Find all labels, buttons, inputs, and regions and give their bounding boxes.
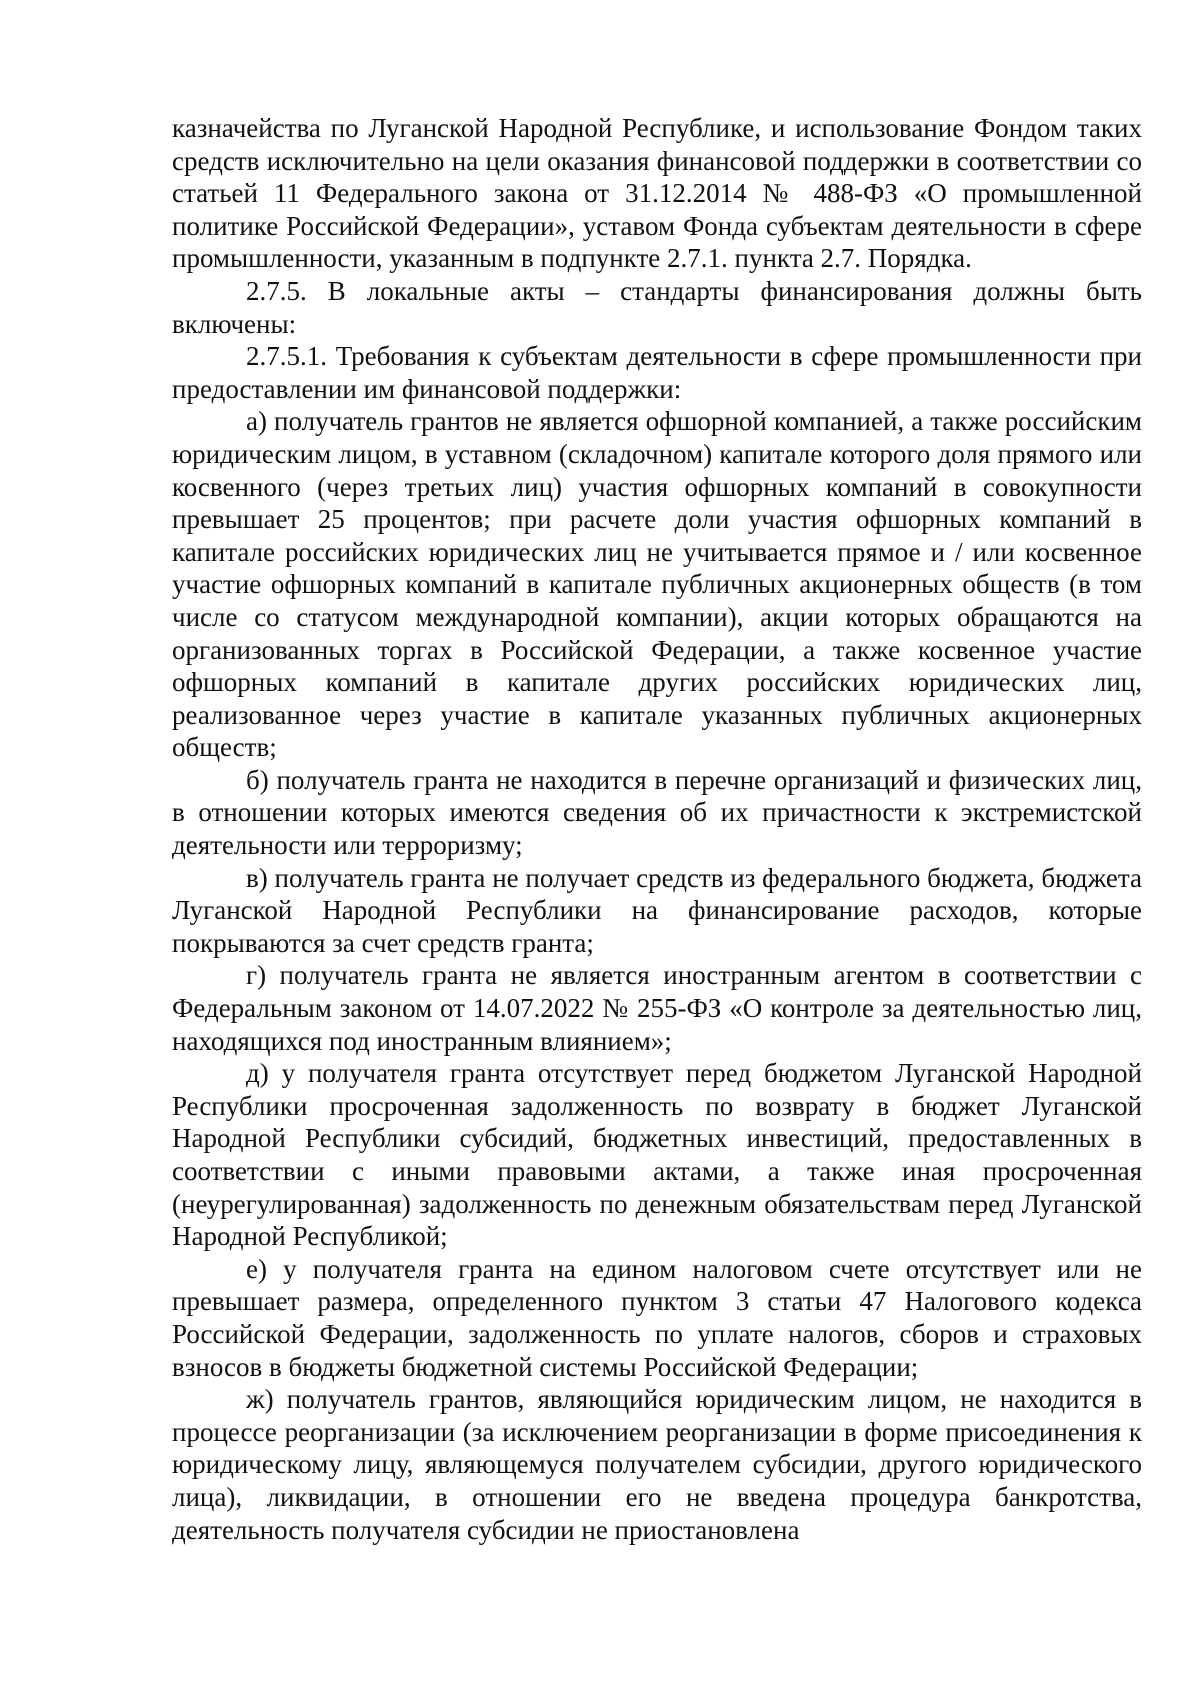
list-item-v: в) получатель гранта не получает средств из федерального бюджета, бюджета Луганской Народной Республики на финансирование расходов, которые покрываются за счет средств гранта; — [172, 862, 1142, 958]
list-item-b: б) получатель гранта не находится в перечне организаций и физических лиц, в отношении которых имеются сведения об их причастности к экстремистской деятельности или терроризму; — [172, 764, 1142, 861]
paragraph-2-7-5: 2.7.5. В локальные акты – стандарты финансирования должны быть включены: — [172, 275, 1142, 339]
list-item-a: а) получатель грантов не является офшорной компанией, а также российским юридическим лицом, в уставном (складочном) капитале которого доля прямого или косвенного (через третьих лиц) участия офшорных компаний в совокупности превышает 25 процентов; при расчете доли участия офшорных компаний в капитале российских юридических лиц не учитывается прямое и / или косвенное участие офшорных компаний в капитале публичных акционерных обществ (в том числе со статусом международной компании), акции которых обращаются на организованных торгах в Российской Федерации, а также косвенное участие офшорных компаний в капитале других российских юридических лиц, реализованное через участие в капитале указанных публичных акционерных обществ; — [172, 406, 1142, 763]
paragraph-2-7-5-1: 2.7.5.1. Требования к субъектам деятельности в сфере промышленности при предоставлении им финансовой поддержки: — [172, 341, 1142, 404]
paragraph-continuation: казначейства по Луганской Народной Республике, и использование Фондом таких средств исключительно на цели оказания финансовой поддержки в соответствии со статьей 11 Федерального закона от 31.12.2014 № 488-ФЗ «О промышленной политике Российской Федерации», уставом Фонда субъектам деятельности в сфере промышленности, указанным в подпункте 2.7.1. пункта 2.7. Порядка. — [172, 113, 1142, 274]
list-item-zh: ж) получатель грантов, являющийся юридическим лицом, не находится в процессе реорганизации (за исключением реорганизации в форме присоединения к юридическому лицу, являющемуся получателем субсидии, другого юридического лица), ликвидации, в отношении его не введена процедура банкротства, деятельность получателя субсидии не приостановлена — [172, 1384, 1142, 1545]
list-item-e: е) у получателя гранта на едином налоговом счете отсутствует или не превышает размера, определенного пунктом 3 статьи 47 Налогового кодекса Российской Федерации, задолженность по уплате налогов, сборов и страховых взносов в бюджеты бюджетной системы Российской Федерации; — [172, 1253, 1142, 1382]
list-item-d: д) у получателя гранта отсутствует перед бюджетом Луганской Народной Республики просроченная задолженность по возврату в бюджет Луганской Народной Республики субсидий, бюджетных инвестиций, предоставленных в соответствии с иными правовыми актами, а также иная просроченная (неурегулированная) задолженность по денежным обязательствам перед Луганской Народной Республикой; — [172, 1058, 1142, 1252]
list-item-g: г) получатель гранта не является иностранным агентом в соответствии с Федеральным законом от 14.07.2022 № 255-ФЗ «О контроле за деятельностью лиц, находящихся под иностранным влиянием»; — [172, 960, 1142, 1056]
document-body — [172, 112, 1142, 1546]
